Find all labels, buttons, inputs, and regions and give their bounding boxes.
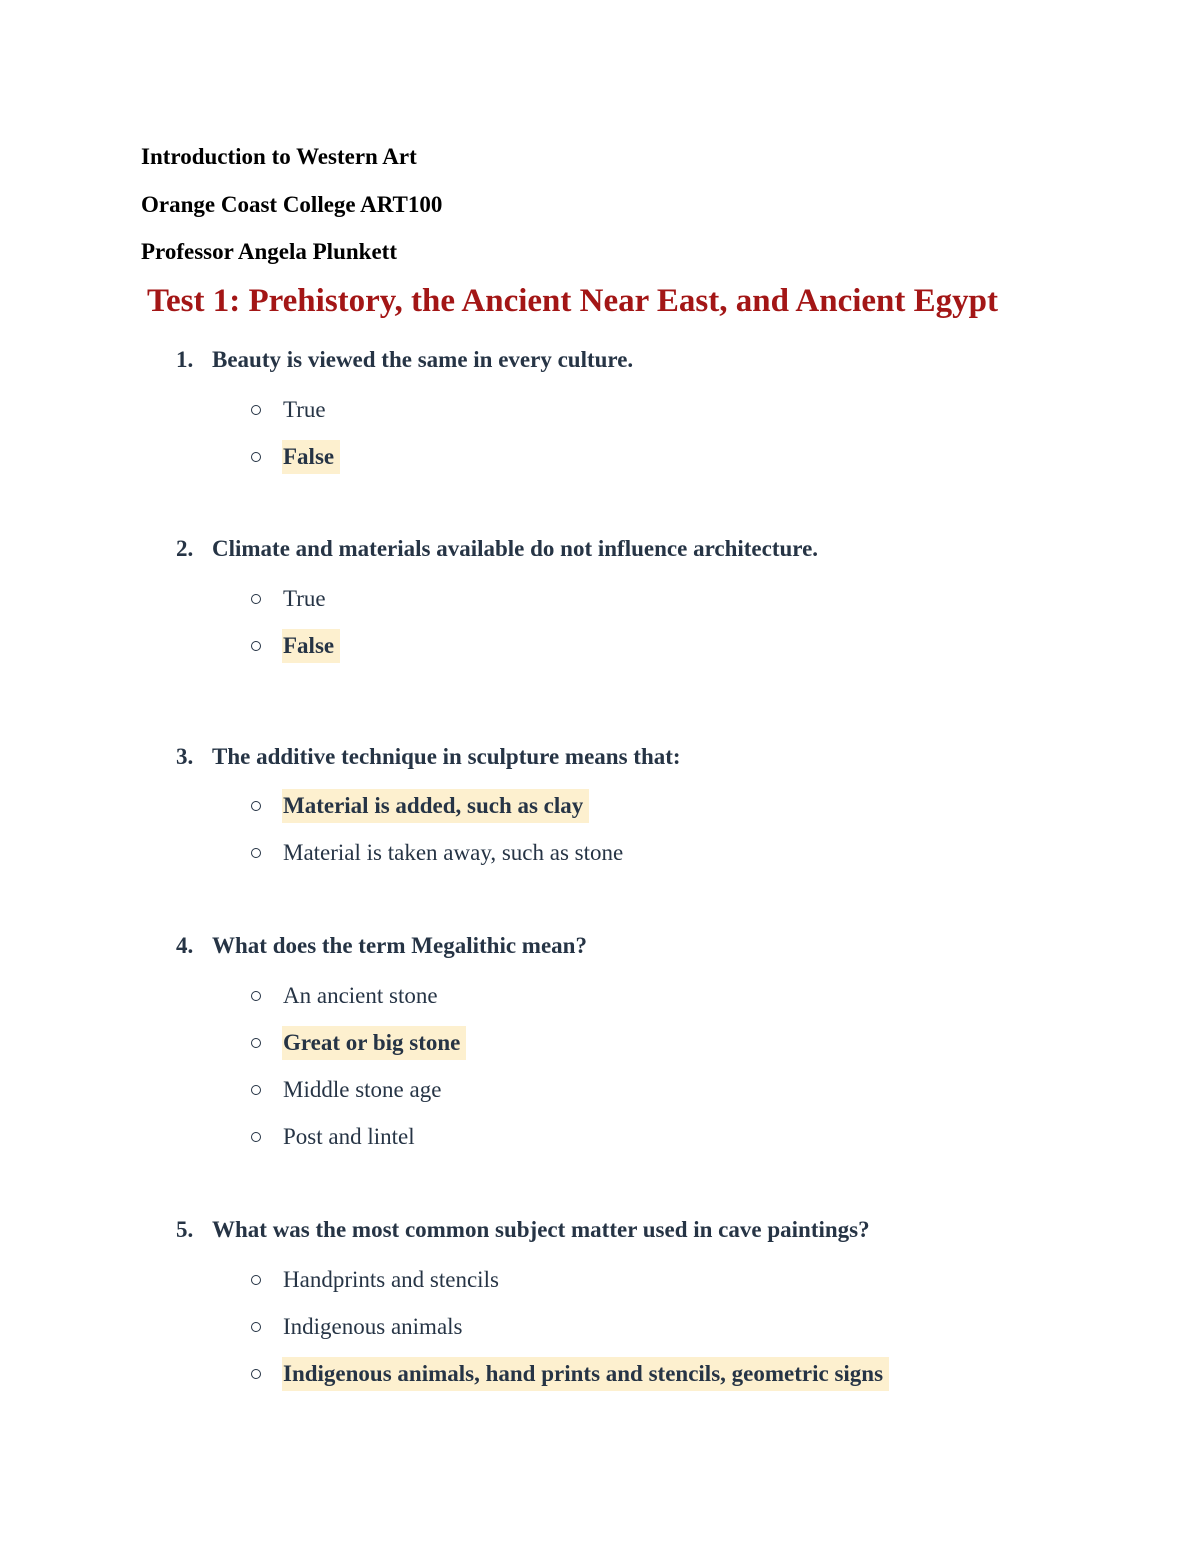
option-text: Handprints and stencils	[283, 1267, 499, 1292]
professor-name: Professor Angela Plunkett	[141, 239, 397, 264]
option-text: Material is taken away, such as stone	[283, 840, 624, 865]
hollow-circle-bullet-icon	[251, 641, 261, 651]
question-text: The additive technique in sculpture means that:	[212, 744, 681, 769]
question-text: Climate and materials available do not influence architecture.	[212, 536, 819, 561]
option-text: True	[283, 397, 326, 422]
hollow-circle-bullet-icon	[251, 1369, 261, 1379]
question-5-option-2	[249, 1310, 469, 1344]
question-1	[176, 347, 633, 373]
question-number: 2.	[176, 536, 194, 561]
question-text: Beauty is viewed the same in every culture.	[212, 347, 634, 372]
hollow-circle-bullet-icon	[251, 801, 261, 811]
question-4	[176, 933, 587, 959]
option-text: Indigenous animals	[283, 1314, 463, 1339]
option-text-highlighted: Great or big stone	[282, 1026, 466, 1060]
option-text-highlighted: False	[282, 629, 340, 663]
question-5-option-3	[249, 1357, 889, 1391]
question-3-option-1	[249, 789, 589, 823]
hollow-circle-bullet-icon	[251, 1132, 261, 1142]
question-5-option-1	[249, 1263, 505, 1297]
option-text: Middle stone age	[283, 1077, 442, 1102]
hollow-circle-bullet-icon	[251, 1085, 261, 1095]
question-1-option-1	[249, 393, 332, 427]
hollow-circle-bullet-icon	[251, 991, 261, 1001]
question-number: 5.	[176, 1217, 194, 1242]
hollow-circle-bullet-icon	[251, 594, 261, 604]
course-name: Introduction to Western Art	[141, 144, 417, 169]
option-text: Post and lintel	[283, 1124, 415, 1149]
question-text: What does the term Megalithic mean?	[212, 933, 587, 958]
option-text-highlighted: False	[282, 440, 340, 474]
question-3	[176, 744, 681, 770]
question-4-option-4	[249, 1120, 421, 1154]
option-text: True	[283, 586, 326, 611]
question-4-option-1	[249, 979, 444, 1013]
question-2-option-2	[249, 629, 340, 663]
question-text: What was the most common subject matter used in cave paintings?	[212, 1217, 870, 1242]
hollow-circle-bullet-icon	[251, 1038, 261, 1048]
question-4-option-2	[249, 1026, 466, 1060]
college-name: Orange Coast College ART100	[141, 192, 443, 217]
test-title: Test 1: Prehistory, the Ancient Near East, and Ancient Egypt	[147, 283, 998, 319]
hollow-circle-bullet-icon	[251, 405, 261, 415]
question-2	[176, 536, 818, 562]
question-number: 3.	[176, 744, 194, 769]
question-number: 1.	[176, 347, 194, 372]
question-3-option-2	[249, 836, 629, 870]
hollow-circle-bullet-icon	[251, 1322, 261, 1332]
hollow-circle-bullet-icon	[251, 1275, 261, 1285]
question-4-option-3	[249, 1073, 447, 1107]
question-number: 4.	[176, 933, 194, 958]
question-1-option-2	[249, 440, 340, 474]
option-text: An ancient stone	[283, 983, 438, 1008]
hollow-circle-bullet-icon	[251, 848, 261, 858]
option-text-highlighted: Indigenous animals, hand prints and stencils, geometric signs	[282, 1357, 889, 1391]
option-text-highlighted: Material is added, such as clay	[282, 789, 589, 823]
question-2-option-1	[249, 582, 332, 616]
hollow-circle-bullet-icon	[251, 452, 261, 462]
question-5	[176, 1217, 870, 1243]
